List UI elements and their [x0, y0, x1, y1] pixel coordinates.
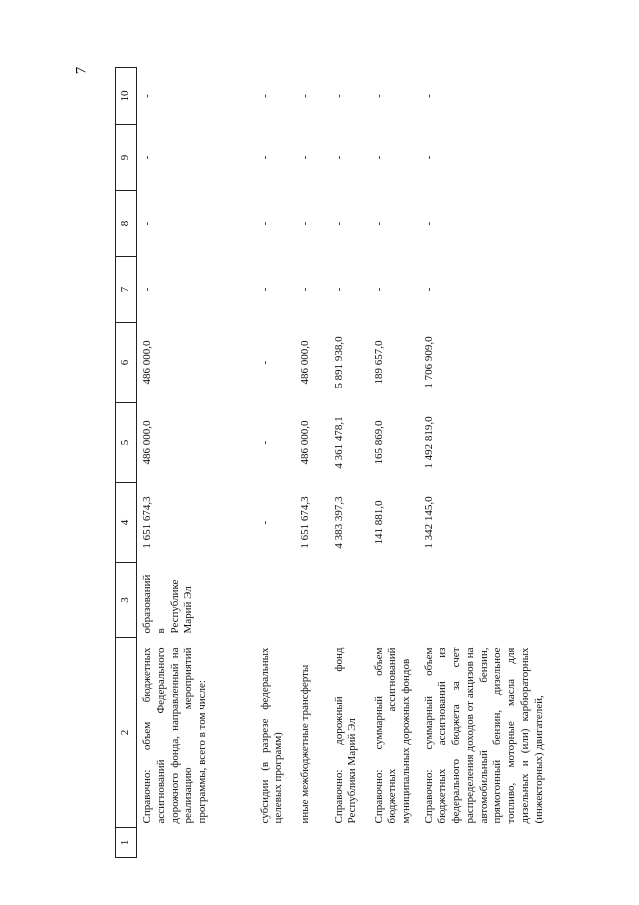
value-cell: - [372, 155, 385, 160]
value-cell: 165 869,0 [372, 420, 385, 465]
column-header: 1 [116, 828, 137, 858]
value-cell: - [298, 287, 311, 292]
row-label: Справочно: объем бюджетных ассигнований Федерального дорожного фонда, направленный на реализацию мероприятий программы, всего в том числе: [141, 647, 208, 824]
value-cell: 486 000,0 [298, 340, 311, 385]
value-cell: - [332, 287, 345, 292]
table-row [419, 68, 554, 858]
value-cell: - [298, 94, 311, 98]
value-cell: 486 000,0 [141, 420, 153, 465]
budget-table [115, 67, 554, 858]
table-row [329, 68, 369, 858]
value-cell: 1 342 145,0 [422, 496, 435, 549]
value-cell: - [332, 221, 345, 226]
row-col3 [255, 563, 295, 638]
row-col3 [295, 563, 329, 638]
table-row [255, 68, 295, 858]
value-cell: - [258, 520, 271, 525]
column-header: 2 [116, 638, 137, 828]
value-cell: - [258, 440, 271, 445]
rotated-table-wrapper [115, 68, 635, 858]
row-index-cell [369, 828, 419, 858]
row-col3 [419, 563, 554, 638]
value-cell: 486 000,0 [141, 340, 153, 385]
column-header: 6 [116, 323, 137, 403]
value-cell: 4 383 397,3 [332, 496, 345, 549]
value-cell: - [258, 287, 271, 292]
column-header: 10 [116, 68, 137, 125]
table-header-row [116, 68, 137, 858]
row-label: Справочно: суммарный объем бюджетных ассигнований из федерального бюджета за счет распределения доходов от акцизов на автомобильный бензин, прямогонный бензин, дизельное топливо, моторные масла для дизельных и (или) карбюраторных (инжекторных) двигателей, [422, 647, 545, 824]
value-cell: - [258, 94, 271, 98]
value-cell: - [332, 94, 345, 98]
table-body [137, 68, 554, 858]
value-cell: - [141, 155, 153, 160]
value-cell: 1 651 674,3 [141, 496, 153, 549]
value-cell: - [258, 221, 271, 226]
row-col3: образований в Республике Марий Эл [141, 574, 195, 634]
table-row [369, 68, 419, 858]
column-header: 7 [116, 257, 137, 323]
value-cell: - [258, 360, 271, 365]
value-cell: - [332, 155, 345, 160]
column-header: 5 [116, 403, 137, 483]
value-cell: 5 891 938,0 [332, 336, 345, 389]
value-cell: - [422, 221, 435, 226]
value-cell: - [258, 155, 271, 160]
value-cell: - [141, 287, 153, 292]
value-cell: - [298, 155, 311, 160]
value-cell: - [422, 287, 435, 292]
table-row [137, 68, 255, 858]
row-index-cell [295, 828, 329, 858]
row-col3 [369, 563, 419, 638]
value-cell: 189 657,0 [372, 340, 385, 385]
value-cell: - [422, 155, 435, 160]
row-label: субсидии (в разрезе федеральных целевых программ) [258, 647, 285, 824]
value-cell: 4 361 478,1 [332, 416, 345, 469]
row-index-cell [419, 828, 554, 858]
value-cell: - [422, 94, 435, 98]
column-header: 3 [116, 563, 137, 638]
row-label: Справочно: суммарный объем бюджетных ассигнований муниципальных дорожных фондов [372, 647, 412, 824]
value-cell: 141 881,0 [372, 500, 385, 545]
column-header: 9 [116, 125, 137, 191]
value-cell: 1 492 819,0 [422, 416, 435, 469]
row-index-cell [255, 828, 295, 858]
value-cell: - [298, 221, 311, 226]
page-number: 7 [73, 66, 90, 75]
row-index-cell [137, 828, 255, 858]
value-cell: - [372, 287, 385, 292]
value-cell: - [141, 94, 153, 98]
row-index-cell [329, 828, 369, 858]
value-cell: 486 000,0 [298, 420, 311, 465]
column-header: 8 [116, 191, 137, 257]
value-cell: - [141, 221, 153, 226]
value-cell: 1 651 674,3 [298, 496, 311, 549]
table-row [295, 68, 329, 858]
row-label: Справочно: дорожный фонд Республики Марий Эл [332, 647, 359, 824]
column-header: 4 [116, 483, 137, 563]
value-cell: - [372, 94, 385, 98]
row-label: иные межбюджетные трансферты [298, 664, 311, 824]
value-cell: 1 706 909,0 [422, 336, 435, 389]
value-cell: - [372, 221, 385, 226]
row-col3 [329, 563, 369, 638]
